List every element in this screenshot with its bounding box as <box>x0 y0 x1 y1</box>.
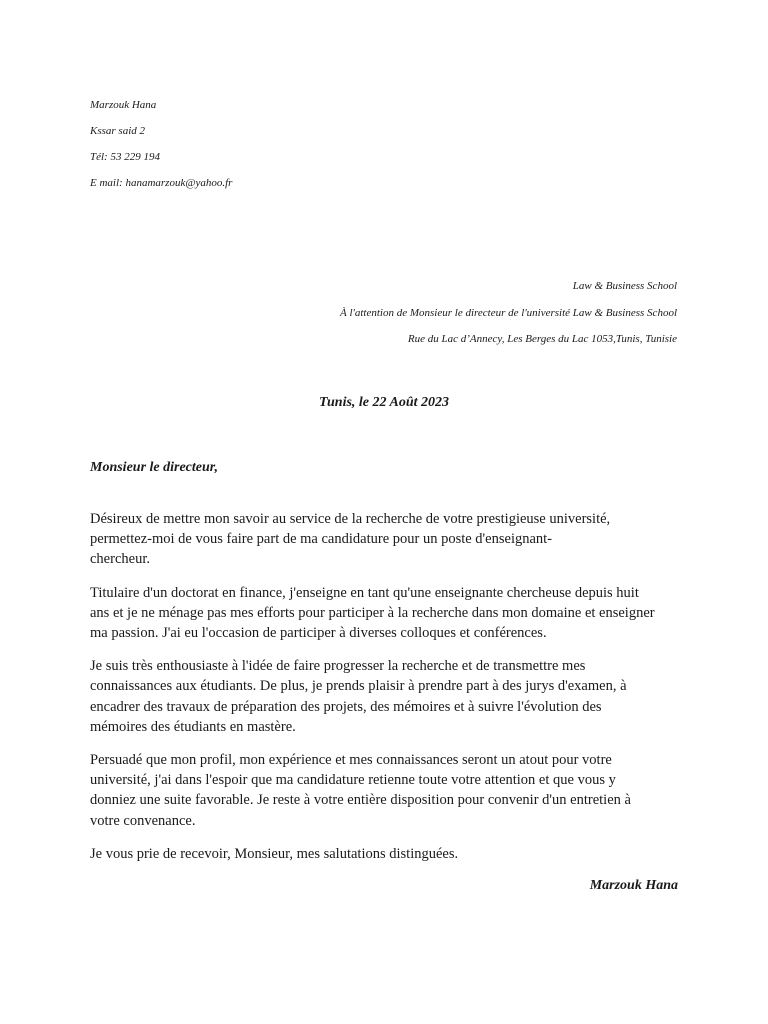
paragraph-line: mémoires des étudiants en mastère. <box>90 718 296 735</box>
paragraph <box>90 509 690 570</box>
letter-date: Tunis, le 22 Août 2023 <box>318 395 450 410</box>
paragraph-line: Je vous prie de recevoir, Monsieur, mes salutations distinguées. <box>90 845 459 862</box>
recipient-attention: À l'attention de Monsieur le directeur de l'université Law & Business School <box>340 306 677 319</box>
paragraph-line: chercheur. <box>90 551 150 568</box>
recipient-school: Law & Business School <box>572 280 677 292</box>
recipient-address: Rue du Lac d’Annecy, Les Berges du Lac 1053,Tunis, Tunisie <box>407 333 677 345</box>
paragraph-line: Désireux de mettre mon savoir au service de la recherche de votre prestigieuse université, <box>90 511 611 527</box>
paragraph-line: université, j'ai dans l'espoir que ma candidature retienne toute votre attention et que vous y <box>90 772 616 789</box>
sender-address: Kssar said 2 <box>90 125 146 137</box>
paragraph-line: Persuadé que mon profil, mon expérience et mes connaissances seront un atout pour votre <box>90 752 612 769</box>
paragraph-line: Titulaire d'un doctorat en finance, j'enseigne en tant qu'une enseignante chercheuse depuis huit <box>90 584 639 601</box>
paragraph <box>90 844 690 864</box>
paragraph <box>90 583 690 644</box>
paragraph-line: votre convenance. <box>90 812 196 829</box>
paragraph-line: Je suis très enthousiaste à l'idée de faire progresser la recherche et de transmettre mes <box>90 658 586 675</box>
sender-phone: Tél: 53 229 194 <box>90 151 160 163</box>
paragraph-line: ans et je ne ménage pas mes efforts pour participer à la recherche dans mon domaine et enseigner <box>90 604 655 621</box>
recipient-block <box>340 273 677 353</box>
letter-body <box>90 509 690 877</box>
paragraph <box>90 750 690 831</box>
sender-email: E mail: hanamarzouk@yahoo.fr <box>90 177 233 189</box>
sender-name: Marzouk Hana <box>90 99 157 111</box>
paragraph-line: permettez-moi de vous faire part de ma candidature pour un poste d'enseignant- <box>90 531 553 548</box>
signature: Marzouk Hana <box>589 878 678 893</box>
paragraph-line: donniez une suite favorable. Je reste à votre entière disposition pour convenir d'un entretien à <box>90 792 631 809</box>
sender-block <box>90 92 232 196</box>
paragraph-line: ma passion. J'ai eu l'occasion de participer à diverses colloques et conférences. <box>90 625 547 642</box>
paragraph-line: connaissances aux étudiants. De plus, je prends plaisir à prendre part à des jurys d'examen, à <box>90 678 627 695</box>
salutation: Monsieur le directeur, <box>90 460 218 475</box>
paragraph-line: encadrer des travaux de préparation des projets, des mémoires et à suivre l'évolution des <box>90 698 602 715</box>
paragraph <box>90 656 690 737</box>
